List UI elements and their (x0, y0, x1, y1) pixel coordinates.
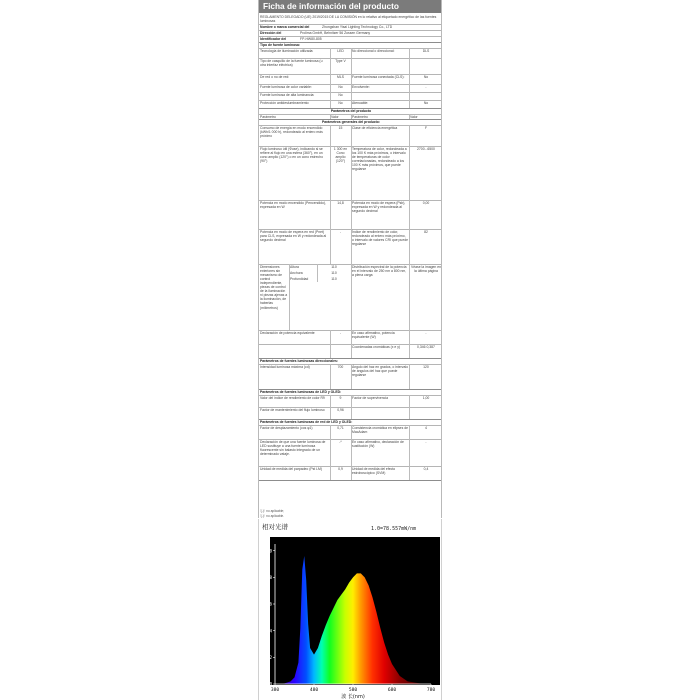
column-divider (351, 344, 352, 358)
spectrum-formula: 1.0=78.557mW/nm (371, 526, 417, 532)
column-divider (330, 48, 331, 58)
led-row-value2 (409, 407, 442, 419)
column-divider (409, 364, 410, 389)
type-row-value: Type V (335, 58, 346, 63)
general-row-label: Potencia en modo encendido (Pencendido), expresada en W (260, 200, 327, 209)
column-divider (351, 439, 352, 466)
mains-row-value2: 4 (425, 425, 427, 430)
column-divider (409, 100, 410, 108)
type-row-label: Protección antideslumbramiento: (260, 100, 310, 105)
column-divider (330, 466, 331, 480)
column-divider (409, 395, 410, 407)
mains-row-value2: 0,4 (423, 466, 429, 471)
footnote-2: '(-)': no aplicable. (260, 514, 285, 518)
dimensions-label: Dimensiones exteriores sin mecanismo de control independiente, piezas de control de la iluminación ni piezas ajenas a la iluminación, de haberlas (milímetros) (260, 264, 289, 310)
spd-value: Véase la imagen en la última página (411, 264, 442, 273)
column-divider (351, 84, 352, 92)
params-col-1: Valor (331, 114, 339, 119)
general-row-value2: 0,346 0,387 (417, 344, 435, 349)
column-divider (351, 395, 352, 407)
general-row-label2: En caso afirmativo, potencia equivalente (W) (352, 330, 396, 339)
type-row-value: No (338, 84, 343, 89)
column-divider (330, 84, 331, 92)
column-divider (330, 74, 331, 84)
type-row-value2: No (423, 100, 429, 105)
dimension-value: 110 (331, 264, 337, 269)
y-tick-label: 0.6 (264, 601, 272, 607)
column-divider (330, 58, 331, 74)
led-row-label: Valor del índice de rendimiento de color R9 (260, 395, 325, 400)
params-col-2: Parámetro (352, 114, 368, 119)
column-divider (330, 395, 331, 407)
column-divider (409, 330, 410, 344)
column-divider (351, 100, 352, 108)
general-row-value: - (339, 229, 342, 234)
general-row-value2: - (425, 330, 427, 335)
column-divider (351, 58, 352, 74)
column-divider (330, 200, 331, 229)
type-row-value2: - (425, 84, 427, 89)
column-divider (330, 125, 331, 146)
x-tick-label: 580 (348, 688, 358, 693)
spd-label: Distribución espectral de la potencia en el intervalo de 250 nm a 800 nm, a plena carga (352, 264, 408, 277)
type-row-value2: DLS (422, 48, 430, 53)
type-row-label: De red o no de red: (260, 74, 290, 79)
supplier-name-value: Zhongshan Yisai Lighting Technology Co., LTD (322, 24, 393, 29)
column-divider (409, 92, 410, 100)
mains-row-label2: En caso afirmativo, declaración de sustitución (W) (352, 439, 405, 448)
x-tick-label: 380 (270, 688, 280, 693)
led-row-value: 0,96 (337, 407, 344, 412)
general-row-value: 14,8 (337, 200, 344, 205)
column-divider (289, 264, 290, 330)
column-divider (409, 125, 410, 146)
general-row-value2: F (424, 125, 428, 130)
led-row-label2 (351, 407, 409, 419)
column-divider (330, 425, 331, 439)
x-axis-label: 波 长(nm) (341, 694, 365, 700)
general-row-label2: Coordenadas cromáticas (x e y) (352, 344, 401, 349)
column-divider (351, 74, 352, 84)
mains-row-label: Factor de desplazamiento (cos φ1) (260, 425, 313, 430)
type-row-value2: No (423, 74, 429, 79)
sheet-title: Ficha de información del producto (259, 0, 442, 13)
mains-row-label2: Consistencia cromática en elipses de MacAdam (352, 425, 409, 434)
column-divider (409, 200, 410, 229)
type-row-value2 (409, 58, 442, 74)
general-row-value2: 0,00 (422, 200, 430, 205)
general-row-label: Declaración de potencia equivalente (260, 330, 315, 335)
x-tick-label: 680 (387, 688, 397, 693)
column-divider (351, 425, 352, 439)
dimension-value: 110 (331, 276, 337, 281)
general-row-value: - (339, 330, 342, 335)
column-divider (330, 146, 331, 200)
y-tick-label: 0.2 (264, 654, 272, 660)
column-divider (351, 364, 352, 389)
mains-row-label: Unidad de medida del parpadeo (Pst LM) (260, 466, 323, 471)
general-row-label2: Temperatura de color, redondeada a los 100 K más próximos, o intervalo de temperaturas de color correlacionadas, redondeado a los 100 K más próximos, que puede regularse (352, 146, 408, 172)
column-divider (351, 125, 352, 146)
directional-row-value: 700 (337, 364, 344, 369)
led-header: Parámetros de fuentes luminosas de LED y OLED: (260, 389, 342, 394)
column-divider (409, 439, 410, 466)
model-label: Identificador del (260, 36, 287, 41)
led-row-value2: 1,00 (422, 395, 430, 400)
type-row-label: Tipo de casquillo de la fuente luminosa (u otra interfaz eléctrica) (260, 58, 324, 67)
type-row-label2: Atenuable: (352, 100, 369, 105)
column-divider (409, 229, 410, 264)
column-divider (351, 200, 352, 229)
mains-row-label: Declaración de que una fuente luminosa de LED sustituye a una fuente luminosa fluorescente sin balasto integrado de un determinado vataje. (260, 439, 327, 456)
column-divider (409, 84, 410, 92)
footnote-1: '(-)': no aplicable; (260, 509, 285, 513)
mains-row-value2: - (425, 439, 427, 444)
column-divider (409, 146, 410, 200)
column-divider (330, 439, 331, 466)
column-divider (409, 74, 410, 84)
params-col-0: Parámetro (260, 114, 276, 119)
led-row-label2: Factor de supervivencia (352, 395, 388, 400)
general-row-value: 15 (338, 125, 343, 130)
column-divider (409, 58, 410, 74)
product-information-sheet (258, 0, 442, 518)
column-divider (351, 146, 352, 200)
general-header: Parámetros generales del producto: (321, 119, 381, 124)
type-row-value: No (338, 100, 343, 105)
general-row-label (259, 344, 330, 358)
row-divider (259, 480, 442, 481)
type-row-value: LED (337, 48, 344, 53)
column-divider (351, 264, 352, 330)
general-row-label: Flujo luminoso útil (Φuse), indicando si se refiere al flujo en una esfera (360°), en un cono amplio (120°) o en un cono estrecho (90°) (260, 146, 324, 163)
column-divider (351, 229, 352, 264)
spectrum-title: 相对光谱 (262, 523, 288, 531)
column-divider (330, 364, 331, 389)
general-row-label2: Clase de eficiencia energética (352, 125, 398, 130)
directional-header: Parámetros de fuentes luminosas direccionales: (260, 358, 339, 363)
column-divider (330, 100, 331, 108)
supplier-address-label: Dirección del (260, 30, 282, 35)
type-header: Tipo de fuente luminosa: (260, 42, 301, 47)
column-divider (330, 330, 331, 344)
type-row-value: No (338, 92, 343, 97)
type-row-label2 (351, 92, 409, 100)
column-divider (351, 92, 352, 100)
type-row-label2: Fuente luminosa conectada (CLS): (352, 74, 405, 79)
type-row-label2 (351, 58, 409, 74)
column-divider (330, 344, 331, 358)
dimension-name: Altura (290, 264, 299, 269)
params-header: Parámetros del producto (330, 108, 372, 113)
column-divider (351, 48, 352, 58)
column-divider (317, 264, 318, 282)
directional-row-label: Intensidad luminosa máxima (cd) (260, 364, 310, 369)
type-row-value2 (409, 92, 442, 100)
type-row-label: Fuente luminosa de color variable: (260, 84, 312, 89)
y-tick-label: 0.8 (264, 574, 272, 580)
general-row-value2: 82 (424, 229, 428, 234)
dimension-name: Anchura (290, 270, 303, 275)
y-tick-label: 0.0 (264, 681, 272, 687)
model-value: FP-HW80-805 (300, 36, 322, 41)
mains-row-value: 0,9 (338, 466, 343, 471)
directional-row-label2: Ángulo del haz en grados, o intervalo de ángulos del haz que puede regularse (352, 364, 409, 377)
y-tick-label: 0.4 (264, 628, 272, 634)
spectrum-svg (259, 519, 443, 700)
supplier-name-label: Nombre o marca comercial del (260, 24, 310, 29)
column-divider (409, 407, 410, 419)
spectrum-chart (258, 519, 442, 700)
type-row-label2: Envolvente: (352, 84, 370, 89)
column-divider (409, 466, 410, 480)
general-row-label2: Potencia en modo de espera (Psb), expresada en W y redondeada al segundo decimal (352, 200, 407, 213)
general-row-label: Consumo de energía en modo encendido (kWh/1 000 h), redondeado al entero más próximo (260, 125, 324, 138)
mains-row-label2: Unidad de medida del efecto estroboscópico (SVM) (352, 466, 397, 475)
column-divider (409, 344, 410, 358)
regulation-text: REGLAMENTO DELEGADO (UE) 2019/2015 DE LA COMISIÓN en lo relativo al etiquetado energético de las fuentes luminosas (260, 14, 438, 23)
mains-row-value: 0,71 (337, 425, 344, 430)
mains-row-value: -* (339, 439, 342, 444)
type-row-label2: No direccional o direccional: (352, 48, 395, 53)
column-divider (351, 330, 352, 344)
general-row-value2: 2700...6500 (417, 146, 435, 151)
type-row-value: MLS (337, 74, 344, 79)
mains-header: Parámetros de fuentes luminosas de red de LED y OLED: (260, 419, 353, 424)
column-divider (330, 407, 331, 419)
x-tick-label: 780 (426, 688, 436, 693)
led-row-label: Factor de mantenimiento del flujo luminoso (260, 407, 325, 412)
dimension-name: Profundidad (290, 276, 309, 281)
column-divider (351, 466, 352, 480)
dimension-value: 110 (331, 270, 337, 275)
column-divider (330, 229, 331, 264)
supplier-address-value: Prolima GmbH, Behnitzer 56 Zossen Germany (300, 30, 371, 35)
column-divider (409, 425, 410, 439)
column-divider (330, 92, 331, 100)
y-tick-label: 1.0 (264, 548, 272, 554)
type-row-label: Tecnología de iluminación utilizada: (260, 48, 314, 53)
x-tick-label: 480 (309, 688, 319, 693)
general-row-label: Potencia en modo de espera en red (Pnet) para CLS, expresada en W y redondeada al segundo decimal (260, 229, 328, 242)
directional-row-value2: 120 (423, 364, 429, 369)
column-divider (409, 264, 410, 330)
params-col-3: Valor (410, 114, 418, 119)
general-row-value (330, 344, 351, 358)
led-row-value: 9 (339, 395, 342, 400)
column-divider (351, 407, 352, 419)
general-row-label2: Índice de rendimiento de color, redondeado al entero más próximo, o intervalo de valores CRI que puede regularse (352, 229, 409, 246)
general-row-value: 1 300 en Cono amplio (120°) (333, 146, 349, 163)
type-row-label: Fuente luminosa de alta luminancia: (260, 92, 315, 97)
column-divider (409, 48, 410, 58)
